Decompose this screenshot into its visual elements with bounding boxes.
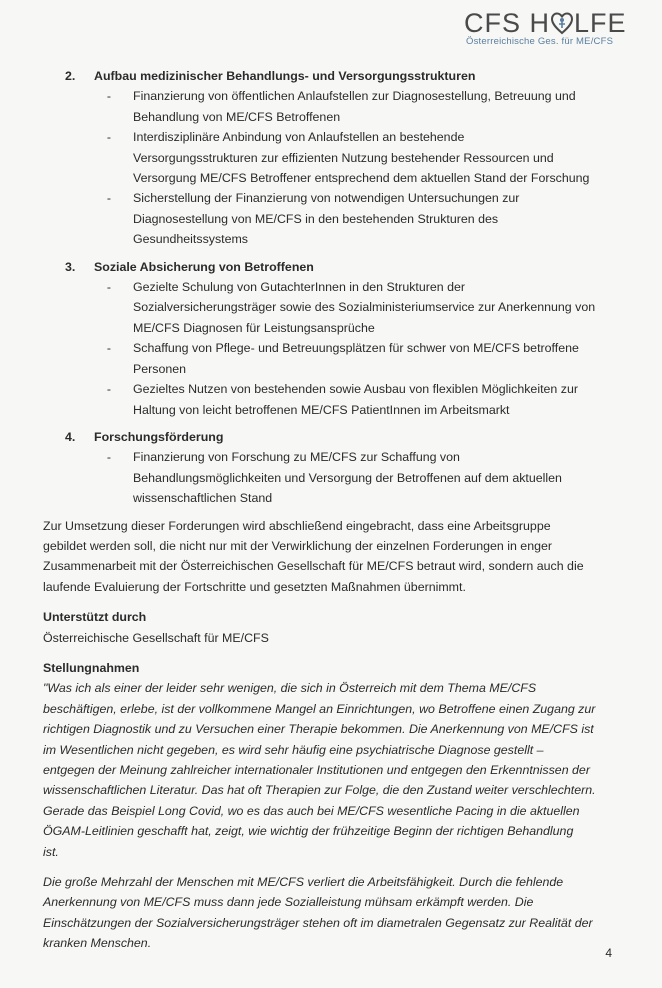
bullet-text bbox=[133, 127, 623, 188]
quote-line: kranken Menschen. bbox=[43, 936, 152, 951]
quote-line: ist. bbox=[43, 844, 59, 859]
section-number: 3. bbox=[65, 259, 76, 274]
bullet-line: Gezielte Schulung von GutachterInnen in den Strukturen der bbox=[133, 280, 466, 295]
bullet-dash: - bbox=[106, 341, 111, 356]
document-body bbox=[43, 66, 623, 954]
bullet-line: Behandlung von ME/CFS Betroffenen bbox=[133, 109, 341, 124]
bullet-line: Versorgung ME/CFS Betroffener entsprechend dem aktuellen Stand der Forschung bbox=[133, 171, 590, 186]
bullet-list bbox=[43, 86, 623, 249]
demand-section bbox=[43, 66, 623, 250]
logo-title bbox=[464, 8, 644, 38]
section-number: 4. bbox=[65, 429, 76, 444]
bullet-line: Schaffung von Pflege- und Betreuungsplätzen für schwer von ME/CFS betroffene bbox=[133, 341, 579, 356]
bullet-list bbox=[43, 277, 623, 420]
quote-line: "Was ich als einer der leider sehr wenigen, die sich in Österreich mit dem Thema ME/CFS bbox=[43, 681, 537, 696]
demand-section bbox=[43, 427, 623, 509]
bullet-line: wissenschaftlichen Stand bbox=[133, 491, 273, 506]
bullet-item bbox=[43, 447, 623, 508]
section-title: Soziale Absicherung von Betroffenen bbox=[94, 259, 314, 274]
quote-line: wissenschaftlichen Literatur. Das hat oft Therapien zur Folge, die den Zustand weiter verschlechtern. bbox=[43, 783, 596, 798]
bullet-dash: - bbox=[106, 280, 111, 295]
bullet-item bbox=[43, 338, 623, 379]
bullet-line: Versorgungsstrukturen zur effizienten Nutzung bestehender Ressourcen und bbox=[133, 150, 554, 165]
closing-paragraph bbox=[43, 516, 623, 598]
quote-line: entgegen der Meinung zahlreicher internationaler Institutionen und entgegen den Erkenntnissen der bbox=[43, 763, 590, 777]
quote-line: richtigen Diagnostik und zu Versuchen einer Therapie bekommen. Die Anerkennung von ME/CFS ist bbox=[43, 722, 594, 737]
bullet-list bbox=[43, 447, 623, 508]
paragraph-line: Zur Umsetzung dieser Forderungen wird abschließend eingebracht, dass eine Arbeitsgruppe bbox=[43, 518, 551, 533]
bullet-line: Behandlungsmöglichkeiten und Versorgung der Betroffenen auf dem aktuellen bbox=[133, 470, 562, 485]
cfs-hilfe-logo bbox=[464, 8, 644, 47]
bullet-line: Gesundheitssystems bbox=[133, 232, 249, 247]
bullet-dash: - bbox=[106, 130, 111, 145]
bullet-line: ME/CFS Diagnosen für Leistungsansprüche bbox=[133, 320, 375, 335]
section-number: 2. bbox=[65, 69, 76, 83]
bullet-item bbox=[43, 86, 623, 127]
bullet-line: Gezieltes Nutzen von bestehenden sowie Ausbau von flexiblen Möglichkeiten zur bbox=[133, 382, 578, 397]
section-heading bbox=[43, 66, 623, 86]
demands-list bbox=[43, 66, 623, 509]
paragraph-line: gebildet werden soll, die nicht nur mit der Verwirklichung der einzelnen Forderungen in enger bbox=[43, 538, 552, 553]
logo-title-right: LFE bbox=[574, 8, 627, 38]
bullet-text bbox=[133, 338, 623, 379]
statement-quote-1 bbox=[43, 678, 623, 862]
supported-heading: Unterstützt durch bbox=[43, 610, 147, 625]
paragraph-line: Zusammenarbeit mit der Österreichischen Gesellschaft für ME/CFS betraut wird, sondern auch die bbox=[43, 559, 584, 574]
quote-line: Einschätzungen der Sozialversicherungsträger stehen oft im diametralen Gegensatz zur Realität der bbox=[43, 915, 593, 930]
bullet-item bbox=[43, 379, 623, 420]
page-number: 4 bbox=[605, 946, 612, 960]
bullet-dash: - bbox=[106, 382, 111, 397]
bullet-text bbox=[133, 379, 623, 420]
section-title: Aufbau medizinischer Behandlungs- und Versorgungsstrukturen bbox=[94, 69, 476, 83]
bullet-item bbox=[43, 188, 623, 249]
quote-line: Gerade das Beispiel Long Covid, wo es das auch bei ME/CFS wesentliche Pacing in die aktuellen bbox=[43, 803, 580, 818]
bullet-line: Diagnosestellung von ME/CFS in den bestehenden Strukturen des bbox=[133, 211, 499, 226]
quote-line: Anerkennung von ME/CFS muss dann jede Sozialleistung mühsam erkämpft werden. Die bbox=[43, 895, 534, 910]
section-heading bbox=[43, 427, 623, 447]
bullet-text bbox=[133, 447, 623, 508]
bullet-line: Haltung von leicht betroffenen ME/CFS PatientInnen im Arbeitsmarkt bbox=[133, 402, 510, 417]
bullet-item bbox=[43, 127, 623, 188]
demand-section bbox=[43, 257, 623, 420]
bullet-text bbox=[133, 86, 623, 127]
bullet-line: Finanzierung von öffentlichen Anlaufstellen zur Diagnosestellung, Betreuung und bbox=[133, 89, 576, 104]
quote-line: ÖGAM-Leitlinien geschafft hat, zeigt, wie wichtig der frühzeitige Beginn der richtigen Behandlung bbox=[43, 824, 574, 839]
bullet-text bbox=[133, 277, 623, 338]
logo-subtitle: Österreichische Ges. für ME/CFS bbox=[466, 36, 614, 47]
bullet-dash: - bbox=[106, 450, 111, 465]
statement-quote-2 bbox=[43, 872, 623, 954]
bullet-line: Finanzierung von Forschung zu ME/CFS zur Schaffung von bbox=[133, 450, 460, 465]
quote-line: beschäftigen, erlebe, ist der vollkommene Mangel an Einrichtungen, wo Betroffene einen Zugang zur bbox=[43, 701, 596, 716]
bullet-dash: - bbox=[106, 191, 111, 206]
section-heading bbox=[43, 257, 623, 277]
quote-line: Die große Mehrzahl der Menschen mit ME/CFS verliert die Arbeitsfähigkeit. Durch die fehlende bbox=[43, 875, 564, 890]
logo-title-left: CFS H bbox=[464, 8, 550, 38]
bullet-dash: - bbox=[106, 89, 111, 104]
supported-text: Österreichische Gesellschaft für ME/CFS bbox=[43, 630, 269, 645]
quote-line: im Wesentlichen nicht gegeben, es wird sehr häufig eine psychiatrische Diagnose gestellt – bbox=[43, 742, 544, 757]
bullet-line: Sozialversicherungsträger sowie des Sozialministeriumservice zur Anerkennung von bbox=[133, 300, 596, 315]
bullet-line: Sicherstellung der Finanzierung von notwendigen Untersuchungen zur bbox=[133, 191, 520, 206]
heart-person-icon bbox=[551, 11, 573, 35]
bullet-line: Personen bbox=[133, 361, 187, 376]
paragraph-line: laufende Evaluierung der Fortschritte und gesetzten Maßnahmen übernimmt. bbox=[43, 579, 466, 594]
bullet-text bbox=[133, 188, 623, 249]
bullet-item bbox=[43, 277, 623, 338]
statements-heading: Stellungnahmen bbox=[43, 660, 140, 675]
bullet-line: Interdisziplinäre Anbindung von Anlaufstellen an bestehende bbox=[133, 130, 465, 145]
section-title: Forschungsförderung bbox=[94, 429, 224, 444]
